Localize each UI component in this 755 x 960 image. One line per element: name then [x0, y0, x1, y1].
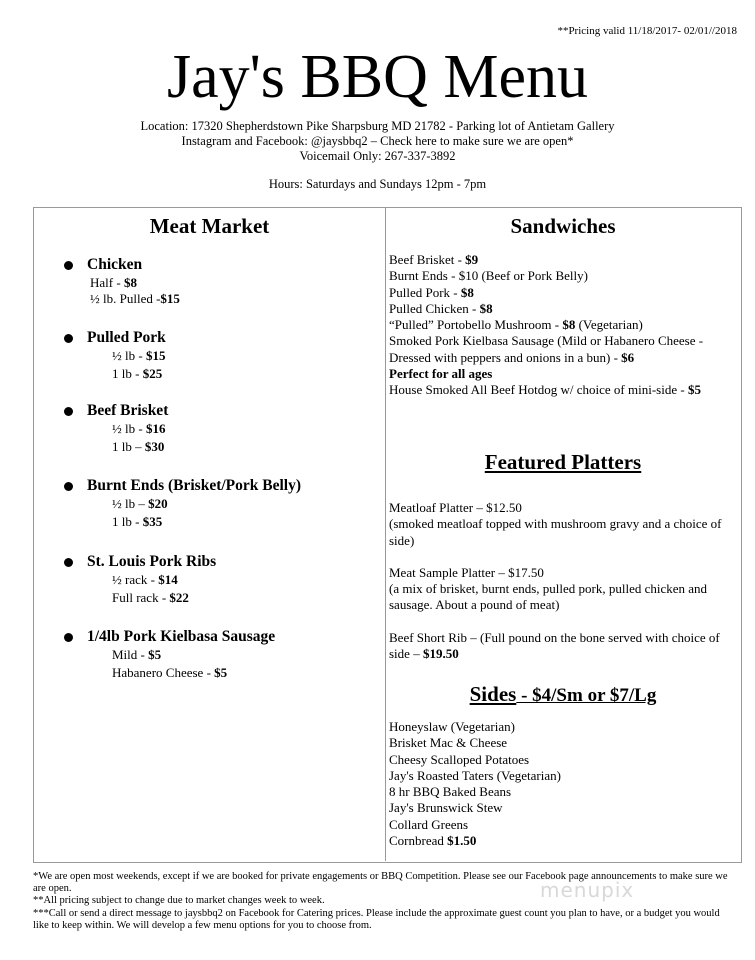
item-price-line: ½ rack - $14	[112, 572, 178, 587]
side-item: Honeyslaw (Vegetarian)	[389, 719, 515, 734]
sandwich-line: “Pulled” Portobello Mushroom - $8 (Vegetarian)	[389, 317, 643, 333]
item-price-line: 1 lb - $25	[112, 366, 163, 381]
side-item: Cornbread $1.50	[389, 833, 477, 849]
item-price-line: ½ lb. Pulled -$15	[90, 291, 180, 306]
sandwiches-list	[389, 252, 735, 399]
item-price-line: 1 lb - $35	[112, 514, 163, 529]
sandwich-line: Pulled Chicken - $8	[389, 300, 493, 316]
footnote: ***Call or send a direct message to jaysbbq2 on Facebook for Catering prices. Please include the approximate guest count you plan to have, or a budget you would like to keep within. We will develop a few menu options for you to choose from.	[33, 907, 720, 931]
item-name: Burnt Ends (Brisket/Pork Belly)	[87, 477, 302, 494]
side-item: Collard Greens	[389, 816, 469, 832]
featured-platters-heading: Featured Platters	[484, 450, 642, 474]
side-item: Cheesy Scalloped Potatoes	[389, 751, 530, 767]
sandwich-line: Smoked Pork Kielbasa Sausage (Mild or Habanero Cheese - Dressed with peppers and onions in a bun) - $6	[389, 333, 704, 365]
side-item: Jay's Roasted Taters (Vegetarian)	[389, 767, 561, 783]
item-price-line: Habanero Cheese - $5	[112, 665, 228, 680]
bullet-icon	[64, 261, 73, 270]
sandwich-line: House Smoked All Beef Hotdog w/ choice of mini-side - $5	[389, 382, 701, 398]
platter-item	[389, 565, 735, 614]
voicemail-line: Voicemail Only: 267-337-3892	[299, 149, 456, 163]
location-line: Location: 17320 Shepherdstown Pike Sharpsburg MD 21782 - Parking lot of Antietam Gallery	[140, 119, 615, 133]
item-name: Chicken	[87, 256, 143, 273]
pricing-validity: **Pricing valid 11/18/2017- 02/01//2018	[557, 25, 737, 37]
sides-list	[389, 719, 735, 849]
sandwich-line: Pulled Pork - $8	[389, 284, 474, 300]
sandwich-note: Perfect for all ages	[389, 366, 493, 382]
platter-description: (smoked meatloaf topped with mushroom gravy and a choice of side)	[389, 516, 722, 548]
item-name: Pulled Pork	[87, 329, 166, 346]
menu-title: Jay's BBQ Menu	[166, 43, 589, 111]
hours-line: Hours: Saturdays and Sundays 12pm - 7pm	[268, 177, 487, 191]
item-price-line: ½ lb - $15	[112, 348, 166, 363]
watermark: menupix	[540, 878, 635, 902]
side-item: Jay's Brunswick Stew	[389, 800, 503, 816]
sides-heading: Sides - $4/Sm or $7/Lg	[469, 682, 657, 706]
bullet-icon	[64, 334, 73, 343]
social-line: Instagram and Facebook: @jaysbbq2 – Check here to make sure we are open*	[181, 134, 574, 148]
column-divider	[385, 207, 386, 861]
footnote: **All pricing subject to change due to market changes week to week.	[33, 895, 325, 907]
item-price-line: 1 lb – $30	[112, 439, 165, 454]
footnote: *We are open most weekends, except if we are booked for private engagements or BBQ Competition. Please see our Facebook page announcements to make sure we are open.	[33, 871, 728, 895]
side-item: Brisket Mac & Cheese	[389, 735, 508, 751]
sandwich-line: Beef Brisket - $9	[389, 252, 479, 267]
parking-location: Parking lot of Antietam Gallery	[456, 119, 615, 133]
bullet-icon	[64, 482, 73, 491]
item-name: 1/4lb Pork Kielbasa Sausage	[87, 628, 276, 645]
platters-list	[389, 500, 735, 662]
platter-description: (a mix of brisket, burnt ends, pulled pork, pulled chicken and sausage. About a pound of meat)	[389, 581, 708, 613]
item-price-line: Full rack - $22	[112, 590, 189, 605]
platter-title: Meatloaf Platter – $12.50	[389, 500, 522, 515]
platter-item	[389, 500, 735, 549]
item-name: St. Louis Pork Ribs	[87, 553, 217, 570]
item-price-line: Half - $8	[90, 275, 137, 290]
item-name: Beef Brisket	[87, 402, 169, 419]
item-price-line: ½ lb – $20	[112, 496, 168, 511]
side-item: 8 hr BBQ Baked Beans	[389, 784, 512, 800]
sandwich-line: Burnt Ends - $10 (Beef or Pork Belly)	[389, 268, 588, 284]
bullet-icon	[64, 558, 73, 567]
item-price-line: ½ lb - $16	[112, 421, 166, 436]
bullet-icon	[64, 407, 73, 416]
platter-title: Meat Sample Platter – $17.50	[389, 564, 544, 580]
sandwiches-heading: Sandwiches	[510, 214, 616, 238]
bullet-icon	[64, 633, 73, 642]
platter-item: Beef Short Rib – (Full pound on the bone served with choice of side – $19.50	[389, 629, 720, 662]
item-price-line: Mild - $5	[112, 647, 162, 662]
meat-market-heading: Meat Market	[149, 214, 270, 238]
